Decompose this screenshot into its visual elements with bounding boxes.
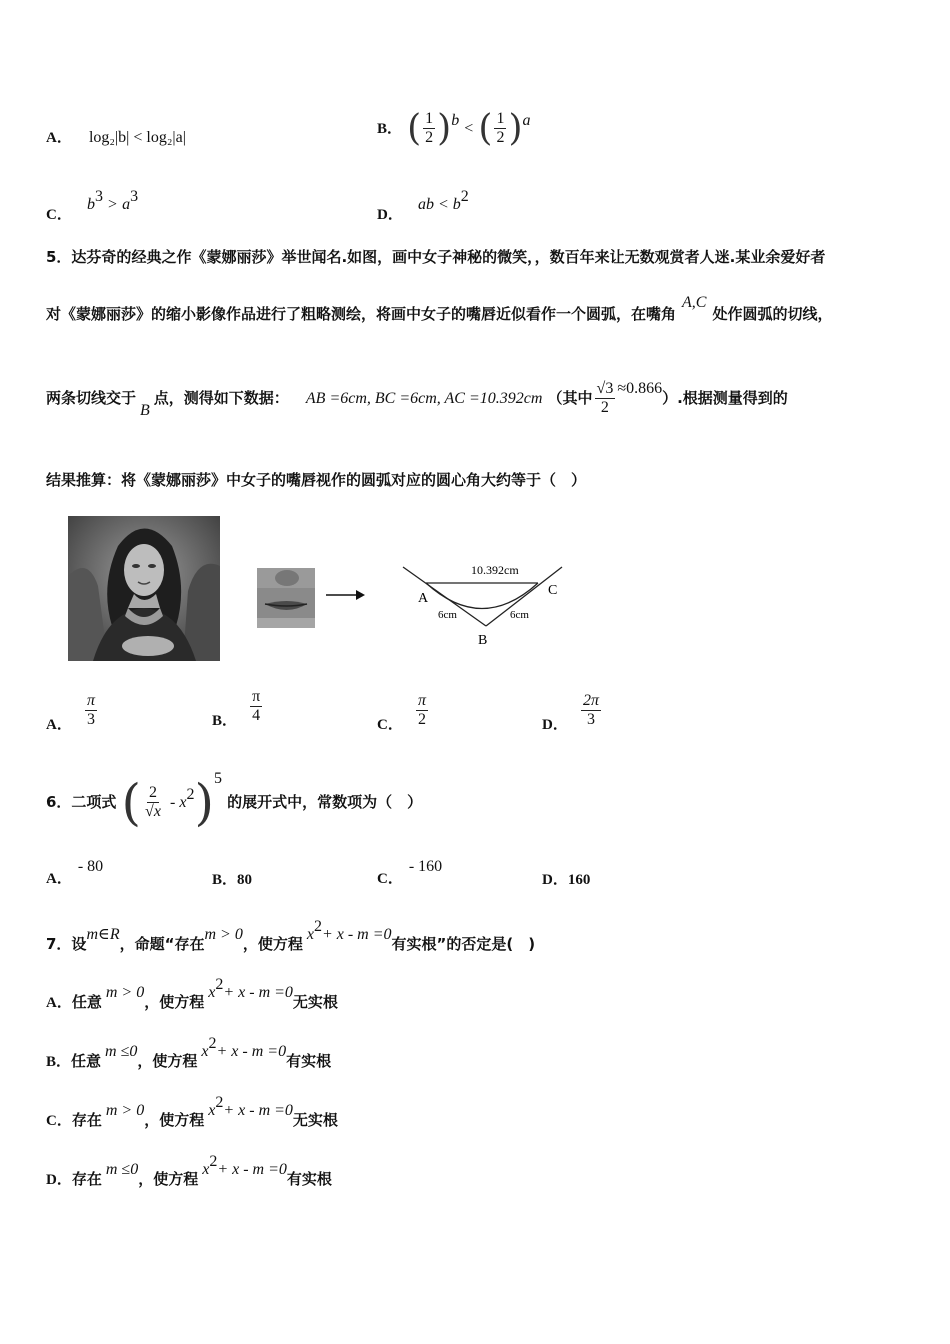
option-label: D． [377,207,403,223]
option-label: A． [46,871,72,887]
lip-arc [426,583,538,609]
bc-length-label: 6cm [510,609,529,621]
q7-option-c[interactable]: C．存在m > 0，使方程$x^2+ x - m =0$无实根 [46,1094,338,1129]
option-label: D．160 [542,872,591,888]
option-fraction: $\frac{\pi}{3}$ [86,692,95,728]
q4-option-d[interactable]: D． ab < $b^2$ [377,188,469,223]
point-b-label: B [478,633,488,648]
option-label: B．80 [212,872,253,888]
left-paren: ( [407,108,422,149]
q6-stem: 6．二项式 ( $\frac{2}{√x}$ - $x^2)^5$ 的展开式中，常数项为（ ） [46,770,423,832]
q5-stem-line3: 两条切线交于B点，测得如下数据： AB =6cm, BC =6cm, AC =10.392cm （其中 $\frac{√3}{2}$ ≈0.866）.根据测量得到的 [46,380,788,419]
q5-option-b[interactable] [212,688,264,730]
q5-option-c[interactable] [377,692,430,734]
q5-stem-line2: 对《蒙娜丽莎》的缩小影像作品进行了粗略测绘，将画中女子的嘴唇近似看作一个圆弧，在嘴角A,C处作圆弧的切线， [46,294,833,323]
q6-option-a[interactable]: A．- 80 [46,858,104,887]
option-fraction: $\frac{2\pi}{3}$ [582,692,599,728]
option-label: B． [377,121,403,137]
option-expression: log₂|b| < log₂|a| [88,129,186,146]
q5-stem-line4: 结果推算：将《蒙娜丽莎》中女子的嘴唇视作的圆弧对应的圆心角大约等于（ ） [46,471,587,489]
option-label: C． [377,871,403,887]
q4-option-b[interactable]: B． ( $\frac{1}{2}$ )$^b$ < ( $\frac{1}{2}$ )$^a$ [377,108,531,149]
q7-option-a[interactable]: A．任意m > 0，使方程$x^2+ x - m =0$无实根 [46,976,338,1011]
fraction: $\frac{1}{2}$ [425,110,434,146]
right-paren: ) [194,773,214,832]
option-label: A． [46,130,72,146]
q4-option-a[interactable] [46,126,186,147]
right-paren: ) [437,108,452,149]
ab-length-label: 6cm [438,609,457,621]
fraction: $\frac{1}{2}$ [496,110,505,146]
q5-stem-line1: 5．达芬奇的经典之作《蒙娜丽莎》举世闻名.如图，画中女子神秘的微笑，，数百年来让无数观赏者人迷.某业余爱好者 [46,248,826,266]
mona-lisa-image [68,516,220,661]
q6-option-c[interactable]: C．- 160 [377,858,443,887]
left-paren: ( [121,773,142,832]
q7-stem: 7．设m∈R，命题“存在m > 0，使方程$x^2+ x - m =0$有实根”的否定是( ) [46,918,536,953]
option-label: C． [46,207,72,223]
q5-option-d[interactable] [542,692,603,734]
binomial-fraction: $\frac{2}{√x}$ [145,784,161,820]
q7-option-b[interactable]: B．任意m ≤0，使方程$x^2+ x - m =0$有实根 [46,1035,332,1070]
q7-option-d[interactable]: D．存在m ≤0，使方程$x^2+ x - m =0$有实根 [46,1153,332,1188]
option-fraction: $\frac{\pi}{2}$ [417,692,426,728]
option-label: C． [46,1113,72,1129]
option-fraction: $\frac{\pi}{4}$ [252,688,261,724]
q6-option-d[interactable] [542,868,590,889]
q5-option-a[interactable] [46,692,99,734]
arrow-right-icon [326,588,366,602]
option-label: A． [46,717,72,733]
left-paren: ( [478,108,493,149]
option-label: B． [46,1054,72,1070]
right-paren: ) [508,108,523,149]
lip-arc-diagram [398,560,568,652]
mouth-closeup-image [257,568,315,628]
option-label: C． [377,717,403,733]
option-label: D． [542,717,568,733]
q4-option-c[interactable]: C． $b^3 > a^3$ [46,188,139,223]
option-label: D． [46,1172,72,1188]
q6-option-b[interactable] [212,868,252,889]
point-a-label: A [418,591,429,606]
option-label: B． [212,713,238,729]
point-c-label: C [548,583,558,598]
ac-length-label: 10.392cm [471,563,519,577]
sqrt-fraction: $\frac{√3}{2}$ [596,380,614,416]
option-label: A． [46,995,72,1011]
